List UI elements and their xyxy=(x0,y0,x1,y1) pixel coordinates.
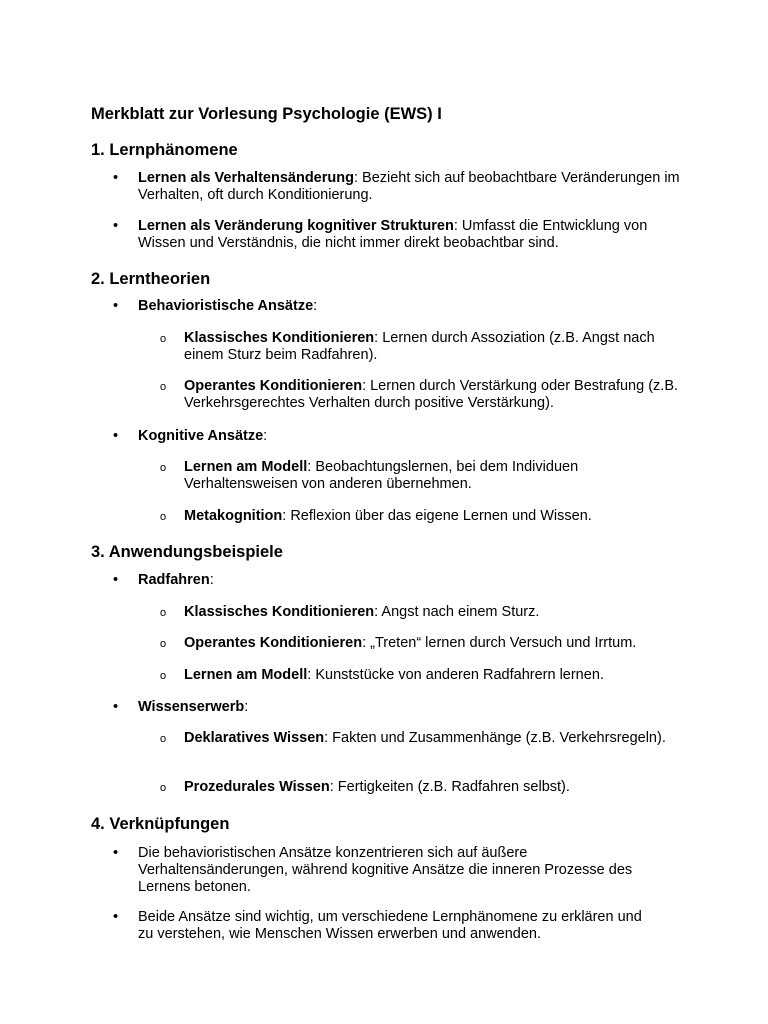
item-term: Wissenserwerb xyxy=(138,699,245,715)
section-heading: 2. Lerntheorien xyxy=(91,270,211,288)
bullet-marker: • xyxy=(113,428,119,444)
item-text: : Fakten und Zusammenhänge (z.B. Verkehrsregeln). xyxy=(324,730,666,746)
document-title: Merkblatt zur Vorlesung Psychologie (EWS) I xyxy=(91,105,442,123)
item-text: : Beobachtungslernen, bei dem Individuen Verhaltensweisen von anderen übernehmen. xyxy=(184,459,579,492)
sub-bullet-marker: o xyxy=(160,733,167,745)
item-term: Operantes Konditionieren xyxy=(184,635,363,651)
list-item xyxy=(113,845,678,896)
section-heading: 1. Lernphänomene xyxy=(91,141,238,159)
item-text: : Bezieht sich auf beobachtbare Veränderungen im Verhalten, oft durch Konditionierung. xyxy=(138,170,680,203)
item-text: : xyxy=(209,572,214,588)
item-text: : xyxy=(244,699,249,715)
sub-bullet-marker: o xyxy=(160,638,167,650)
sub-list-item xyxy=(160,779,684,796)
item-text: : Reflexion über das eigene Lernen und Wissen. xyxy=(282,508,592,524)
list-item xyxy=(113,428,698,445)
item-text: : Angst nach einem Sturz. xyxy=(374,604,540,620)
bullet-marker: • xyxy=(113,572,119,588)
item-text: : xyxy=(263,428,268,444)
item-term: Lernen am Modell xyxy=(184,667,308,683)
item-text: Beide Ansätze sind wichtig, um verschiedene Lernphänomene zu erklären und zu verstehen, wie Menschen Wissen erwerben und anwenden. xyxy=(138,909,642,942)
bullet-marker: • xyxy=(113,699,119,715)
item-term: Lernen als Veränderung kognitiver Strukturen xyxy=(138,218,454,234)
sub-list-item xyxy=(160,635,684,652)
item-term: Behavioristische Ansätze xyxy=(138,298,314,314)
sub-bullet-marker: o xyxy=(160,511,167,523)
item-term: Operantes Konditionieren xyxy=(184,378,363,394)
bullet-marker: • xyxy=(113,218,119,234)
item-text: : Umfasst die Entwicklung von Wissen und Verständnis, die nicht immer direkt beobachtbar sind. xyxy=(138,218,648,251)
sub-bullet-marker: o xyxy=(160,381,167,393)
sub-list-item xyxy=(160,604,684,621)
section-heading: 3. Anwendungsbeispiele xyxy=(91,543,283,561)
bullet-marker: • xyxy=(113,298,119,314)
bullet-marker: • xyxy=(113,909,119,925)
item-text: : Fertigkeiten (z.B. Radfahren selbst). xyxy=(329,779,570,795)
item-text: : xyxy=(313,298,318,314)
item-term: Klassisches Konditionieren xyxy=(184,604,375,620)
item-text: Die behavioristischen Ansätze konzentrieren sich auf äußere Verhaltensänderungen, während kognitive Ansätze die inneren Prozesse des Lernens betonen. xyxy=(138,845,633,895)
sub-bullet-marker: o xyxy=(160,670,167,682)
sub-bullet-marker: o xyxy=(160,333,167,345)
sub-list-item xyxy=(160,330,684,364)
item-term: Metakognition xyxy=(184,508,283,524)
item-term: Deklaratives Wissen xyxy=(184,730,325,746)
list-item xyxy=(113,572,698,589)
bullet-marker: • xyxy=(113,170,119,186)
sub-list-item xyxy=(160,730,684,747)
sub-bullet-marker: o xyxy=(160,462,167,474)
list-item xyxy=(113,170,698,204)
item-term: Lernen als Verhaltensänderung xyxy=(138,170,354,186)
section-heading: 4. Verknüpfungen xyxy=(91,815,230,833)
list-item xyxy=(113,909,658,943)
sub-bullet-marker: o xyxy=(160,782,167,794)
item-text: : „Treten“ lernen durch Versuch und Irrtum. xyxy=(362,635,637,651)
bullet-marker: • xyxy=(113,845,119,861)
item-term: Klassisches Konditionieren xyxy=(184,330,375,346)
list-item xyxy=(113,298,698,315)
item-term: Radfahren xyxy=(138,572,210,588)
sub-list-item xyxy=(160,667,684,684)
item-term: Kognitive Ansätze xyxy=(138,428,264,444)
item-term: Prozedurales Wissen xyxy=(184,779,330,795)
sub-list-item xyxy=(160,459,684,493)
item-text: : Lernen durch Verstärkung oder Bestrafung (z.B. Verkehrsgerechtes Verhalten durch positive Verstärkung). xyxy=(184,378,679,411)
sub-bullet-marker: o xyxy=(160,607,167,619)
list-item xyxy=(113,218,698,252)
list-item xyxy=(113,699,698,716)
item-text: : Lernen durch Assoziation (z.B. Angst nach einem Sturz beim Radfahren). xyxy=(184,330,655,363)
item-text: : Kunststücke von anderen Radfahrern lernen. xyxy=(307,667,604,683)
item-term: Lernen am Modell xyxy=(184,459,308,475)
sub-list-item xyxy=(160,378,684,412)
sub-list-item xyxy=(160,508,684,525)
